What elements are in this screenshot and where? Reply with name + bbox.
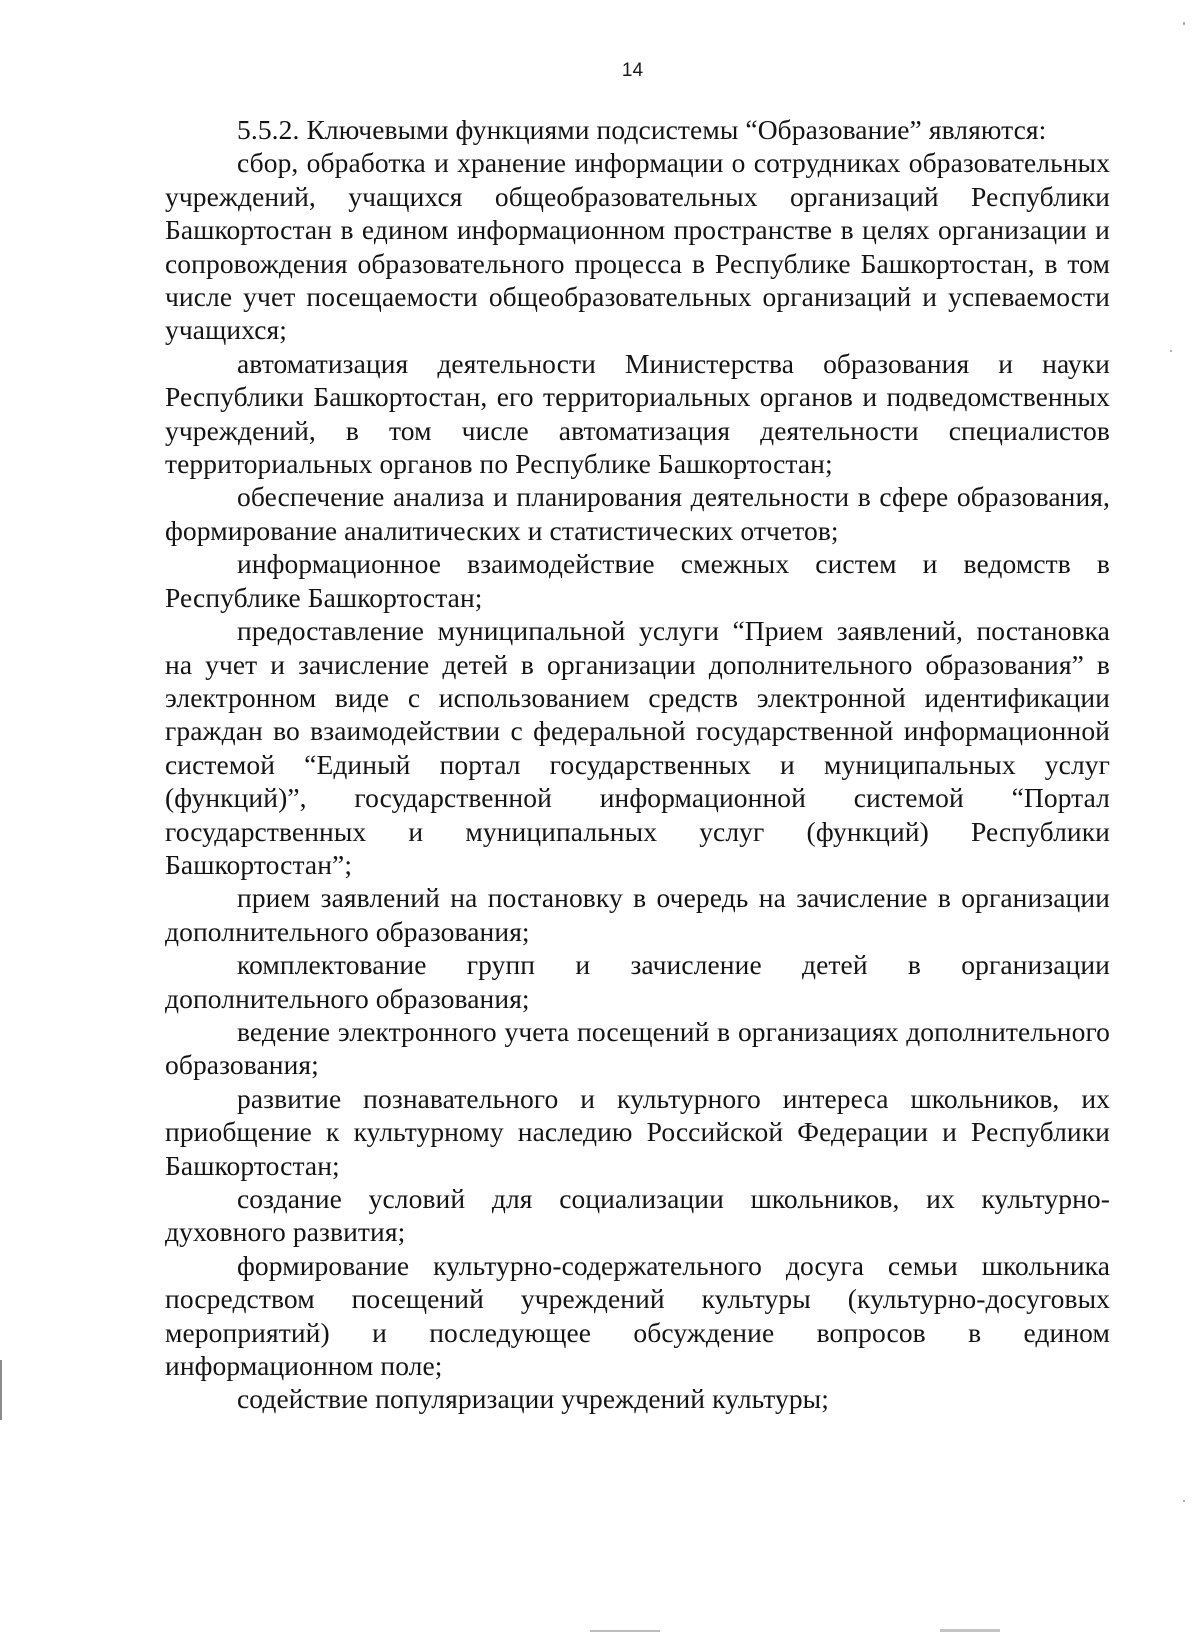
list-item: содействие популяризации учреждений культуры; (237, 1383, 830, 1415)
page-number: 14 (621, 60, 644, 81)
scan-speck (1183, 22, 1185, 25)
list-item: создание условий для социализации школьников, их культурно-духовного развития; (165, 1183, 1110, 1248)
scan-speck (1170, 350, 1172, 352)
list-item: развитие познавательного и культурного интереса школьников, их приобщение к культурному наследию Российской Федерации и Республики Башкортостан; (165, 1082, 1110, 1181)
list-item: ведение электронного учета посещений в организациях дополнительного образования; (165, 1015, 1110, 1081)
scan-edge-mark (940, 1629, 1000, 1632)
document-body (165, 113, 1110, 1416)
scan-speck (1183, 1500, 1185, 1502)
list-item: обеспечение анализа и планирования деятельности в сфере образования, формирование аналитических и статистических отчетов; (165, 481, 1110, 546)
section-heading-paragraph: 5.5.2. Ключевыми функциями подсистемы “Образование” являются: (237, 114, 1047, 145)
list-item: информационное взаимодействие смежных систем и ведомств в Республике Башкортостан; (165, 548, 1110, 613)
list-item: автоматизация деятельности Министерства образования и науки Республики Башкортостан, его территориальных органов и подведомственных учреждений, в том числе автоматизация деятельности специалистов территориальных органов по Республике Башкортостан; (165, 347, 1110, 480)
scan-edge-mark (590, 1630, 660, 1632)
list-item: сбор, обработка и хранение информации о сотрудниках образовательных учреждений, учащихся общеобразовательных организаций Республики Башкортостан в едином информационном пространстве в целях организации и сопровождения образовательного процесса в Республике Башкортостан, в том числе учет посещаемости общеобразовательных организаций и успеваемости учащихся; (165, 147, 1110, 346)
list-item: предоставление муниципальной услуги “Прием заявлений, постановка на учет и зачисление детей в организации дополнительного образования” в электронном виде с использованием средств электронной идентификации граждан во взаимодействии с федеральной государственной информационной системой “Единый портал государственных и муниципальных услуг (функций)”, государственной информационной системой “Портал государственных и муниципальных услуг (функций) Республики Башкортостан”; (165, 615, 1110, 880)
list-item: комплектование групп и зачисление детей в организации дополнительного образования; (165, 949, 1110, 1014)
scan-edge-mark (0, 1360, 2, 1420)
list-item: формирование культурно-содержательного досуга семьи школьника посредством посещений учреждений культуры (культурно-досуговых мероприятий) и последующее обсуждение вопросов в едином информационном поле; (165, 1249, 1110, 1382)
list-item: прием заявлений на постановку в очередь на зачисление в организации дополнительного образования; (165, 882, 1110, 947)
